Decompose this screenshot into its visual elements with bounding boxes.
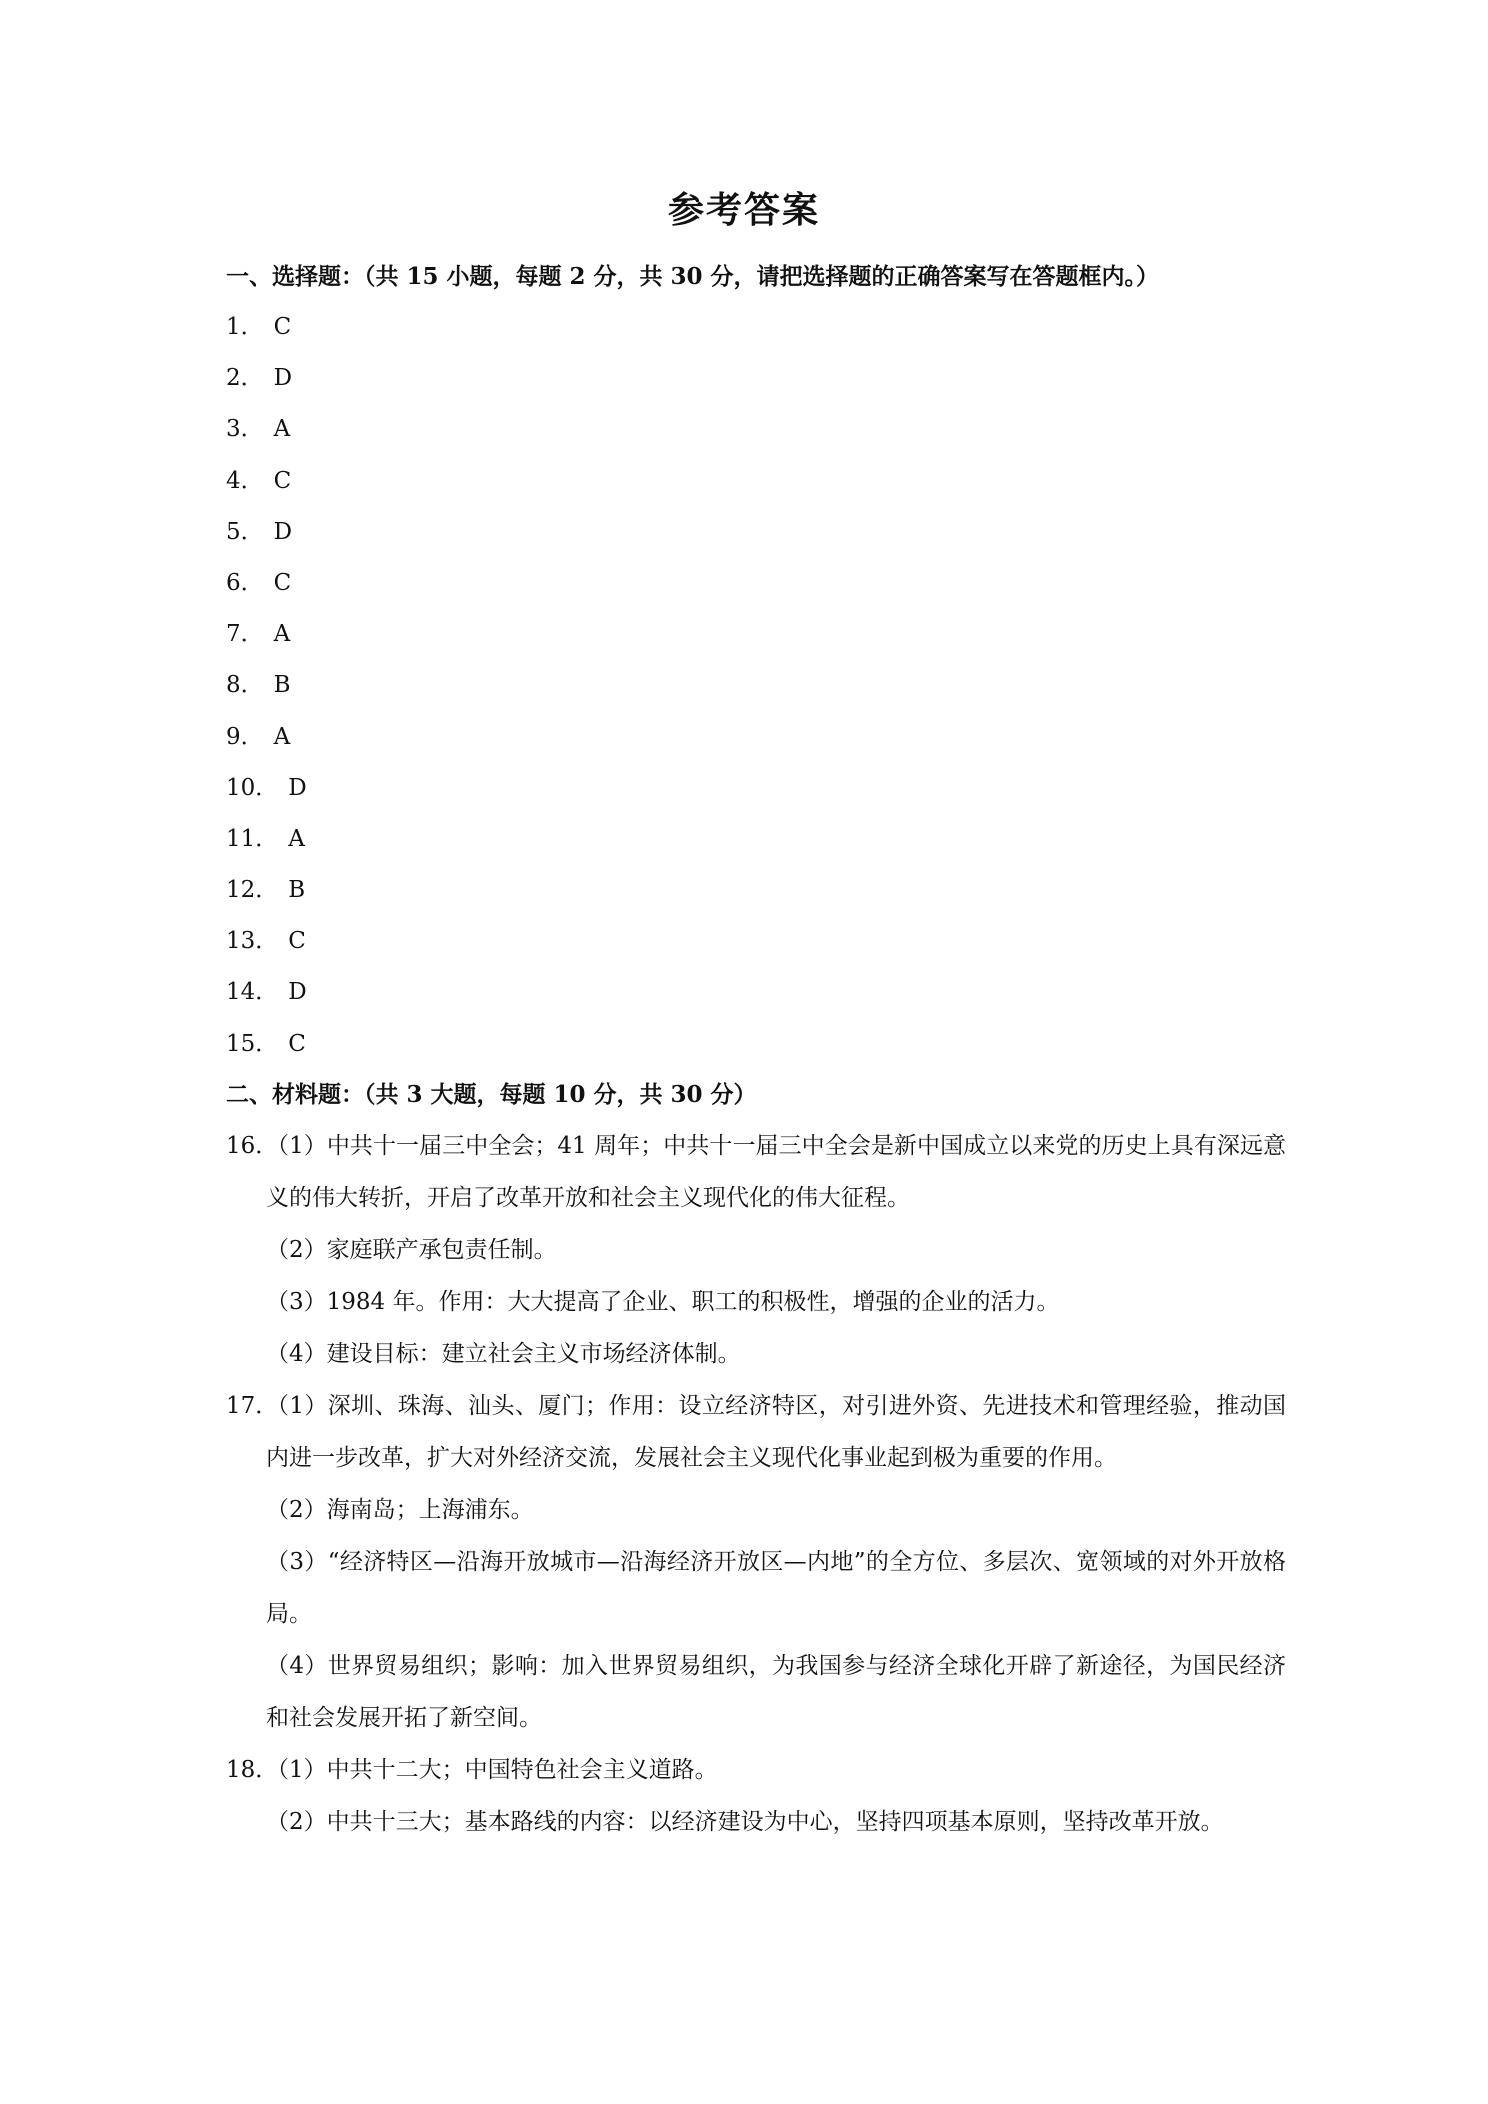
- answer-part: （3）“经济特区—沿海开放城市—沿海经济开放区—内地”的全方位、多层次、宽领域的对外开放格局。: [266, 1548, 1286, 1627]
- answer-row: [226, 660, 1286, 711]
- question-parts: [266, 1744, 1286, 1848]
- question-number: 18．: [226, 1756, 279, 1783]
- answer-letter: D: [288, 979, 307, 1006]
- answer-letter: C: [273, 569, 292, 596]
- answer-part: （1）中共十一届三中全会；41 周年；中共十一届三中全会是新中国成立以来党的历史上具有深远意义的伟大转折，开启了改革开放和社会主义现代化的伟大征程。: [266, 1132, 1286, 1211]
- question-number: 16．: [226, 1132, 279, 1159]
- answer-row: [226, 712, 1286, 763]
- answer-row: [226, 763, 1286, 814]
- question-parts: [266, 1120, 1286, 1380]
- answer-row: [226, 865, 1286, 916]
- answer-part: （4）世界贸易组织；影响：加入世界贸易组织，为我国参与经济全球化开辟了新途径，为国民经济和社会发展开拓了新空间。: [266, 1652, 1286, 1731]
- question-number: 13．: [226, 928, 279, 955]
- answer-part: （4）建设目标：建立社会主义市场经济体制。: [266, 1340, 741, 1367]
- section-material-heading: 二、材料题：（共 3 大题，每题 10 分，共 30 分）: [226, 1080, 757, 1108]
- material-question-18: [226, 1744, 1286, 1848]
- question-number: 9．: [226, 723, 264, 750]
- answer-part: （3）1984 年。作用：大大提高了企业、职工的积极性，增强的企业的活力。: [266, 1288, 1060, 1315]
- question-number: 17．: [226, 1392, 279, 1419]
- answer-part: （1）深圳、珠海、汕头、厦门；作用：设立经济特区，对引进外资、先进技术和管理经验，推动国内进一步改革，扩大对外经济交流，发展社会主义现代化事业起到极为重要的作用。: [266, 1392, 1286, 1471]
- question-number: 8．: [226, 672, 264, 699]
- answer-row: [226, 916, 1286, 967]
- answer-body: [226, 252, 1286, 1848]
- answer-row: [226, 814, 1286, 865]
- answer-row: [226, 558, 1286, 609]
- answer-row: [226, 507, 1286, 558]
- answer-letter: A: [288, 825, 305, 852]
- section-multiple-choice-heading: 一、选择题：（共 15 小题，每题 2 分，共 30 分，请把选择题的正确答案写在答题框内。）: [226, 263, 1160, 290]
- question-number: 4．: [226, 467, 264, 494]
- question-number: 15．: [226, 1030, 279, 1057]
- question-parts: [266, 1380, 1286, 1744]
- question-number: 11．: [226, 825, 279, 852]
- answer-letter: D: [273, 518, 293, 545]
- answer-letter: B: [288, 877, 306, 904]
- answer-part: （2）中共十三大；基本路线的内容：以经济建设为中心，坚持四项基本原则，坚持改革开放。: [266, 1808, 1224, 1835]
- answer-letter: A: [273, 723, 291, 750]
- answer-letter: D: [273, 365, 293, 392]
- question-number: 12．: [226, 877, 279, 904]
- answer-row: [226, 967, 1286, 1018]
- answer-part: （2）海南岛；上海浦东。: [266, 1496, 534, 1523]
- question-number: 3．: [226, 416, 264, 443]
- answer-row: [226, 456, 1286, 507]
- answer-row: [226, 353, 1286, 404]
- answer-letter: A: [273, 621, 291, 648]
- answer-letter: A: [273, 416, 291, 443]
- question-number: 6．: [226, 569, 264, 596]
- question-number: 7．: [226, 621, 264, 648]
- question-number: 1．: [226, 314, 264, 340]
- answer-letter: C: [273, 314, 292, 340]
- answer-part: （1）中共十二大；中国特色社会主义道路。: [266, 1756, 718, 1783]
- multiple-choice-answer-list: [226, 302, 1286, 1070]
- answer-part: （2）家庭联产承包责任制。: [266, 1236, 557, 1263]
- page-title: 参考答案: [667, 189, 820, 231]
- answer-letter: B: [273, 672, 291, 699]
- question-number: 5．: [226, 518, 264, 545]
- question-number: 14．: [226, 979, 279, 1006]
- answer-letter: C: [288, 928, 306, 955]
- question-number: 10．: [226, 774, 279, 801]
- answer-letter: C: [288, 1030, 306, 1057]
- material-question-17: [226, 1380, 1286, 1744]
- question-number: 2．: [226, 365, 264, 392]
- answer-row: [226, 609, 1286, 660]
- answer-row: [226, 302, 1286, 353]
- answer-letter: C: [273, 467, 292, 494]
- answer-row: [226, 1019, 1286, 1070]
- material-question-16: [226, 1120, 1286, 1380]
- answer-letter: D: [288, 774, 307, 801]
- answer-row: [226, 404, 1286, 455]
